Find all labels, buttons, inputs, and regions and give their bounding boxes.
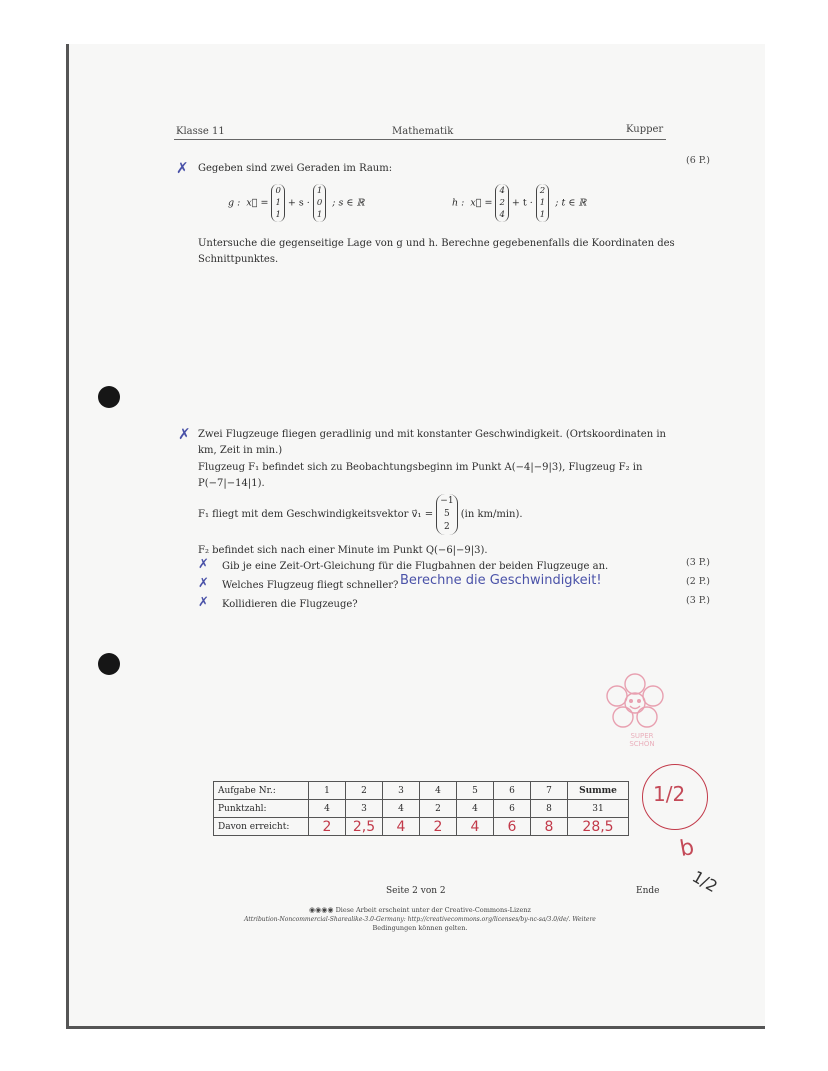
- license-line2: Attribution-Noncommercial-Sharealike-3.0-Germany: http://creativecommons.org/licenses/by-nc-sa/3.0/de/. Weitere: [244, 916, 596, 923]
- table-cell-handwritten: 2: [309, 818, 346, 836]
- task-number-cross-1: ✗: [176, 159, 189, 177]
- g-support-vector: 0 1 1: [271, 184, 284, 222]
- sub-b-points: (2 P.): [686, 576, 710, 587]
- table-cell: 6: [494, 782, 531, 800]
- row-label-points: Punktzahl:: [214, 800, 309, 818]
- table-row: [214, 818, 629, 836]
- table-cell-handwritten-sum: 28,5: [568, 818, 629, 836]
- task2-line5: F₂ befindet sich nach einer Minute im Punkt Q(−6|−9|3).: [198, 545, 488, 556]
- punch-hole-top: [98, 386, 120, 408]
- table-cell: 4: [457, 800, 494, 818]
- page-number: Seite 2 von 2: [386, 886, 446, 896]
- table-cell-handwritten: 4: [383, 818, 420, 836]
- license-line1: ◉◉◉◉ Diese Arbeit erscheint unter der Creative-Commons-Lizenz: [309, 906, 531, 914]
- h-plus: + t ·: [511, 197, 533, 209]
- table-cell-handwritten: 6: [494, 818, 531, 836]
- table-cell: 1: [309, 782, 346, 800]
- score-table: [213, 781, 629, 836]
- g-param: ; s ∈ ℝ: [332, 197, 365, 209]
- h-direction-vector: 2 1 1: [536, 184, 549, 222]
- grade-circle: [642, 764, 708, 830]
- table-cell: 2: [346, 782, 383, 800]
- teacher-note-speed: Berechne die Geschwindigkeit!: [400, 573, 602, 588]
- sub-c-points: (3 P.): [686, 595, 710, 606]
- stamp-line2: SCHÖN: [629, 740, 655, 748]
- table-cell-sum: 31: [568, 800, 629, 818]
- task2-line1: Zwei Flugzeuge fliegen geradlinig und mit konstanter Geschwindigkeit. (Ortskoordinaten in: [198, 429, 666, 440]
- task2-sub-c: Kollidieren die Flugzeuge?: [222, 599, 358, 610]
- velocity-vector: −1 5 2: [436, 494, 457, 535]
- table-cell: 7: [531, 782, 568, 800]
- table-cell: 2: [420, 800, 457, 818]
- velocity-text: F₁ fliegt mit dem Geschwindigkeitsvektor v⃗₁ =: [198, 509, 434, 520]
- task2-line2: km, Zeit in min.): [198, 445, 283, 456]
- velocity-unit: (in km/min).: [460, 509, 523, 520]
- task2-sub-b: Welches Flugzeug fliegt schneller?: [222, 580, 399, 591]
- grade-note: 1/2: [688, 866, 721, 897]
- license-line3: Bedingungen können gelten.: [372, 924, 468, 932]
- g-direction-vector: 1 0 1: [313, 184, 326, 222]
- task1-text-2: Schnittpunktes.: [198, 254, 279, 265]
- table-row: [214, 782, 629, 800]
- task1-text-1: Untersuche die gegenseitige Lage von g und h. Berechne gegebenenfalls die Koordinaten des: [198, 238, 675, 249]
- task2-line3: Flugzeug F₁ befindet sich zu Beobachtungsbeginn im Punkt A(−4|−9|3), Flugzeug F₂ in: [198, 462, 643, 473]
- table-cell-handwritten: 2: [420, 818, 457, 836]
- g-label: g :: [228, 197, 241, 209]
- task2-line4: P(−7|−14|1).: [198, 478, 265, 489]
- g-x: x⃗ =: [246, 197, 269, 209]
- table-cell: 3: [383, 782, 420, 800]
- table-cell: 4: [420, 782, 457, 800]
- header-teacher: Kupper: [626, 124, 664, 135]
- table-cell: 4: [383, 800, 420, 818]
- task2-velocity-row: [198, 494, 523, 535]
- sub-c-cross: ✗: [198, 595, 209, 610]
- end-label: Ende: [636, 886, 660, 896]
- super-schoen-stamp: [600, 672, 670, 762]
- license-block: [170, 906, 670, 933]
- sub-b-cross: ✗: [198, 576, 209, 591]
- stamp-line1: SUPER: [630, 732, 654, 740]
- row-label-task: Aufgabe Nr.:: [214, 782, 309, 800]
- h-label: h :: [452, 197, 465, 209]
- table-cell: 3: [346, 800, 383, 818]
- sub-a-points: (3 P.): [686, 557, 710, 568]
- grade-circled-value: 1/2: [653, 782, 686, 806]
- table-row: [214, 800, 629, 818]
- task1-intro: Gegeben sind zwei Geraden im Raum:: [198, 163, 393, 174]
- header-rule: [174, 139, 666, 140]
- flower-stamp-icon: [600, 672, 670, 738]
- header-subject: Mathematik: [392, 126, 454, 137]
- h-x: x⃗ =: [470, 197, 493, 209]
- line-h-equation: [452, 184, 586, 222]
- table-cell-handwritten: 2,5: [346, 818, 383, 836]
- task2-sub-a: Gib je eine Zeit-Ort-Gleichung für die Flugbahnen der beiden Flugzeuge an.: [222, 561, 609, 572]
- table-cell: 6: [494, 800, 531, 818]
- table-cell-sum-header: Summe: [568, 782, 629, 800]
- table-cell-handwritten: 4: [457, 818, 494, 836]
- task-number-cross-2: ✗: [178, 425, 191, 443]
- row-label-achieved: Davon erreicht:: [214, 818, 309, 836]
- h-support-vector: 4 2 4: [495, 184, 508, 222]
- task1-points: (6 P.): [686, 155, 710, 166]
- sub-a-cross: ✗: [198, 557, 209, 572]
- cc-icons: ◉◉◉◉: [309, 906, 334, 914]
- g-plus: + s ·: [287, 197, 310, 209]
- header-class: Klasse 11: [176, 126, 225, 137]
- grade-mark: b: [677, 834, 697, 863]
- punch-hole-bottom: [98, 653, 120, 675]
- h-param: ; t ∈ ℝ: [555, 197, 587, 209]
- exam-sheet: [66, 44, 765, 1029]
- table-cell: 8: [531, 800, 568, 818]
- table-cell-handwritten: 8: [531, 818, 568, 836]
- table-cell: 5: [457, 782, 494, 800]
- line-g-equation: [228, 184, 364, 222]
- table-cell: 4: [309, 800, 346, 818]
